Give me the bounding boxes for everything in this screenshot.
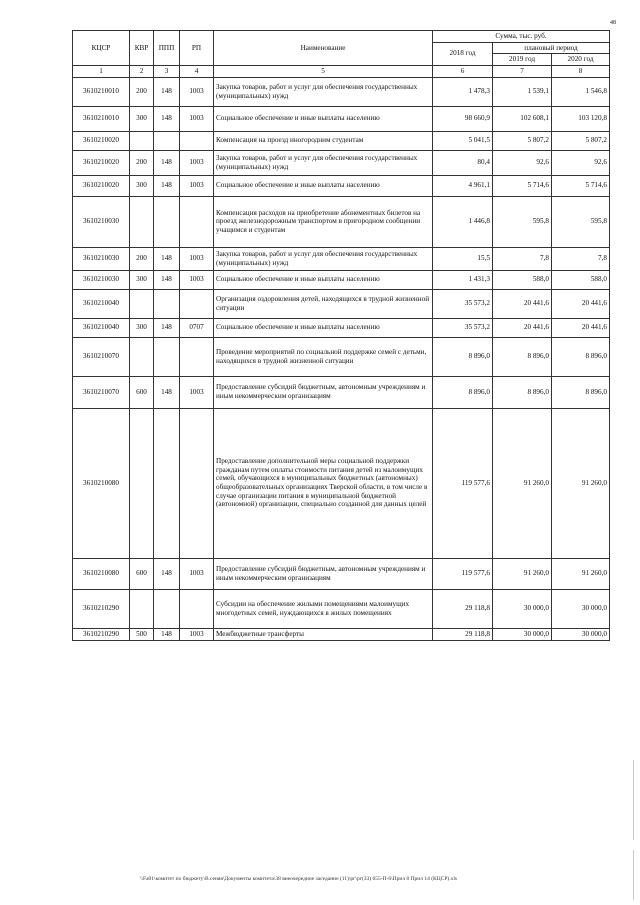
column-number: 8 [552,65,610,77]
header-ppp: ППП [154,31,180,66]
cell-2019: 7,8 [493,247,552,270]
cell-kcsr: 3610210020 [73,150,130,175]
header-2018: 2018 год [433,42,493,65]
cell-kcsr: 3610210020 [73,175,130,196]
cell-2019: 8 896,0 [493,337,552,376]
cell-ppp [154,408,180,558]
cell-2018: 98 660,9 [433,106,493,131]
cell-rp [180,337,214,376]
column-number: 6 [433,65,493,77]
cell-ppp [154,131,180,150]
cell-2020: 91 260,0 [552,558,610,589]
cell-ppp: 148 [154,628,180,640]
cell-name: Закупка товаров, работ и услуг для обеспечения государственных (муниципальных) нужд [214,77,433,106]
header-kvr: КВР [130,31,154,66]
cell-kcsr: 3610210030 [73,247,130,270]
table-row [73,337,610,376]
cell-rp: 1003 [180,77,214,106]
cell-kvr [130,408,154,558]
cell-ppp: 148 [154,376,180,408]
cell-ppp: 148 [154,318,180,337]
cell-2020: 5 807,2 [552,131,610,150]
cell-2018: 15,5 [433,247,493,270]
cell-name: Закупка товаров, работ и услуг для обеспечения государственных (муниципальных) нужд [214,247,433,270]
cell-kcsr: 3610210040 [73,289,130,318]
table-row [73,196,610,247]
table-row [73,589,610,628]
cell-ppp [154,337,180,376]
cell-kvr: 300 [130,270,154,289]
cell-name: Социальное обеспечение и иные выплаты населению [214,175,433,196]
table-row [73,247,610,270]
cell-rp: 1003 [180,270,214,289]
cell-name: Субсидии на обеспечение жилыми помещениями малоимущих многодетных семей, нуждающихся в жилых помещениях [214,589,433,628]
cell-rp [180,589,214,628]
cell-2019: 588,0 [493,270,552,289]
cell-2019: 91 260,0 [493,558,552,589]
cell-2019: 20 441,6 [493,289,552,318]
cell-ppp: 148 [154,77,180,106]
cell-name: Межбюджетные трансферты [214,628,433,640]
column-number: 4 [180,65,214,77]
header-sum: Сумма, тыс. руб. [433,31,610,43]
cell-rp: 1003 [180,150,214,175]
cell-2020: 20 441,6 [552,318,610,337]
cell-kcsr: 3610210070 [73,337,130,376]
cell-ppp: 148 [154,106,180,131]
cell-name: Предоставление субсидий бюджетным, автономным учреждениям и иным некоммерческим организациям [214,376,433,408]
cell-2020: 8 896,0 [552,376,610,408]
cell-2020: 595,8 [552,196,610,247]
cell-kvr [130,196,154,247]
cell-2020: 30 000,0 [552,628,610,640]
cell-kvr: 300 [130,175,154,196]
table-row [73,289,610,318]
cell-2019: 30 000,0 [493,628,552,640]
cell-kcsr: 3610210080 [73,408,130,558]
cell-2020: 8 896,0 [552,337,610,376]
cell-name: Социальное обеспечение и иные выплаты населению [214,106,433,131]
column-number: 1 [73,65,130,77]
cell-2020: 1 546,8 [552,77,610,106]
cell-2019: 102 608,1 [493,106,552,131]
cell-2019: 91 260,0 [493,408,552,558]
cell-2018: 29 118,8 [433,589,493,628]
header-2020: 2020 год [552,54,610,66]
cell-ppp [154,589,180,628]
cell-2019: 5 714,6 [493,175,552,196]
header-kcsr: КЦСР [73,31,130,66]
table-row [73,628,610,640]
cell-2019: 30 000,0 [493,589,552,628]
table-row [73,77,610,106]
cell-ppp: 148 [154,175,180,196]
cell-rp [180,131,214,150]
cell-2018: 8 896,0 [433,337,493,376]
budget-table [72,30,610,641]
header-rp: РП [180,31,214,66]
cell-rp: 1003 [180,247,214,270]
cell-2018: 1 431,3 [433,270,493,289]
column-number: 5 [214,65,433,77]
cell-name: Закупка товаров, работ и услуг для обеспечения государственных (муниципальных) нужд [214,150,433,175]
header-2019: 2019 год [493,54,552,66]
cell-2019: 8 896,0 [493,376,552,408]
cell-kcsr: 3610210080 [73,558,130,589]
table-row [73,131,610,150]
cell-2019: 20 441,6 [493,318,552,337]
scan-artifact [633,760,634,840]
cell-rp: 1003 [180,106,214,131]
cell-2018: 35 573,2 [433,289,493,318]
table-row [73,270,610,289]
cell-kvr [130,337,154,376]
cell-2020: 30 000,0 [552,589,610,628]
cell-kcsr: 3610210030 [73,270,130,289]
cell-ppp: 148 [154,270,180,289]
cell-kcsr: 3610210070 [73,376,130,408]
cell-kvr [130,131,154,150]
cell-2018: 1 446,8 [433,196,493,247]
cell-2019: 595,8 [493,196,552,247]
table-row [73,318,610,337]
table-row [73,175,610,196]
cell-name: Социальное обеспечение и иные выплаты населению [214,318,433,337]
table-row [73,106,610,131]
cell-2020: 103 120,8 [552,106,610,131]
cell-2018: 29 118,8 [433,628,493,640]
cell-rp: 1003 [180,376,214,408]
cell-2019: 1 539,1 [493,77,552,106]
cell-kcsr: 3610210030 [73,196,130,247]
column-number: 3 [154,65,180,77]
cell-ppp: 148 [154,150,180,175]
cell-kvr: 600 [130,558,154,589]
cell-name: Организация оздоровления детей, находящихся в трудной жизненной ситуации [214,289,433,318]
cell-rp: 1003 [180,628,214,640]
table-row [73,150,610,175]
cell-kcsr: 3610210010 [73,77,130,106]
header-name: Наименование [214,31,433,66]
cell-kvr [130,589,154,628]
table-row [73,376,610,408]
cell-name: Предоставление субсидий бюджетным, автономным учреждениям и иным некоммерческим организациям [214,558,433,589]
cell-name: Социальное обеспечение и иные выплаты населению [214,270,433,289]
file-path-footer: \\Fa01\комитет по бюджету\В.сеняя\Документы комитета\38 внеочередное заседание (11)\рг\рг(33) 655-П-6\Прил 8 Прил 14 (КЦСР).xls [140,876,458,882]
header-planned-period: плановый период [493,42,610,54]
cell-2019: 5 807,2 [493,131,552,150]
cell-rp: 1003 [180,175,214,196]
cell-kvr: 200 [130,77,154,106]
cell-rp [180,289,214,318]
column-number: 2 [130,65,154,77]
cell-2018: 35 573,2 [433,318,493,337]
table-row [73,558,610,589]
cell-kcsr: 3610210040 [73,318,130,337]
cell-ppp: 148 [154,247,180,270]
cell-kvr: 300 [130,318,154,337]
scan-artifact [633,850,634,900]
table-row [73,408,610,558]
column-numbers-row [73,65,610,77]
cell-rp [180,408,214,558]
column-number: 7 [493,65,552,77]
cell-2018: 5 041,5 [433,131,493,150]
cell-kvr: 600 [130,376,154,408]
cell-kvr: 300 [130,106,154,131]
cell-2020: 20 441,6 [552,289,610,318]
cell-ppp: 148 [154,558,180,589]
cell-2020: 92,6 [552,150,610,175]
cell-2020: 7,8 [552,247,610,270]
cell-kvr [130,289,154,318]
cell-kcsr: 3610210020 [73,131,130,150]
cell-kvr: 200 [130,247,154,270]
cell-2018: 8 896,0 [433,376,493,408]
cell-rp [180,196,214,247]
cell-name: Компенсация на проезд иногородним студентам [214,131,433,150]
cell-2018: 80,4 [433,150,493,175]
page-number: 48 [610,20,616,26]
cell-2020: 588,0 [552,270,610,289]
cell-name: Проведение мероприятий по социальной поддержке семей с детьми, находящихся в трудной жизненной ситуации [214,337,433,376]
cell-2018: 119 577,6 [433,558,493,589]
cell-2018: 119 577,6 [433,408,493,558]
cell-name: Компенсация расходов на приобретение абонементных билетов на проезд железнодорожным транспортом в пригородном сообщении учащимся и студентам [214,196,433,247]
cell-kcsr: 3610210290 [73,589,130,628]
cell-kvr: 500 [130,628,154,640]
cell-name: Предоставление дополнительной меры социальной поддержки гражданам путем оплаты стоимости питания детей из малоимущих семей, обучающихся в муниципальных бюджетных (автономных) общеобразовательных организациях Тверской области, в том числе в случае организации питания в муниципальной бюджетной (автономной) организации, специально созданной для данных целей [214,408,433,558]
cell-2018: 1 478,3 [433,77,493,106]
cell-rp: 1003 [180,558,214,589]
cell-2018: 4 961,1 [433,175,493,196]
cell-2019: 92,6 [493,150,552,175]
cell-rp: 0707 [180,318,214,337]
cell-kcsr: 3610210010 [73,106,130,131]
cell-ppp [154,289,180,318]
cell-kvr: 200 [130,150,154,175]
cell-2020: 5 714,6 [552,175,610,196]
cell-2020: 91 260,0 [552,408,610,558]
cell-ppp [154,196,180,247]
cell-kcsr: 3610210290 [73,628,130,640]
